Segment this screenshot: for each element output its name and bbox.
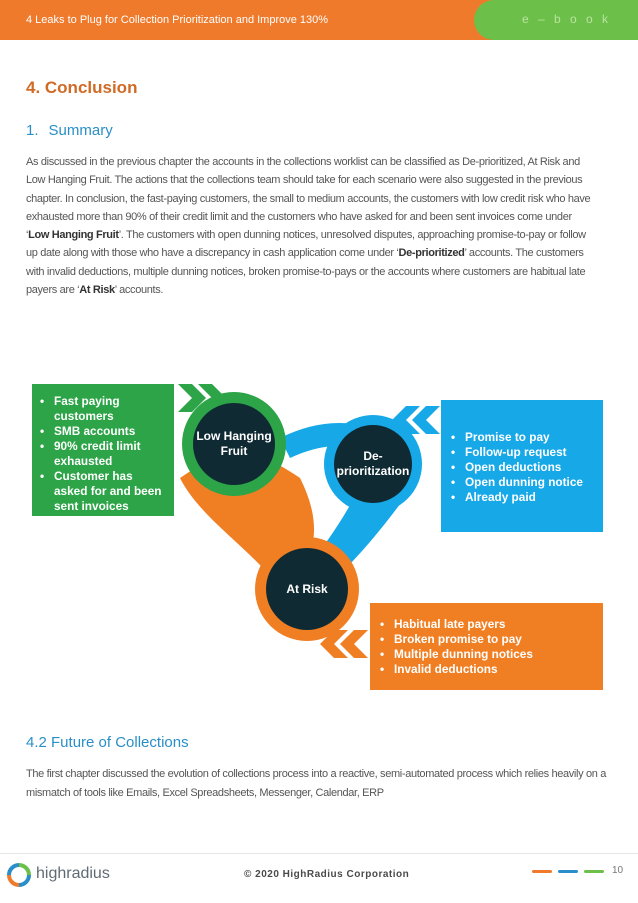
page-header (0, 0, 638, 40)
highradius-logo (6, 860, 126, 888)
list-item: • Invalid deductions (376, 662, 597, 677)
de-prioritized-box (441, 400, 603, 532)
list-item: • Open dunning notice (447, 475, 599, 490)
list-item: • Promise to pay (447, 430, 599, 445)
copyright: © 2020 HighRadius Corporation (244, 869, 410, 880)
summary-heading (26, 122, 113, 139)
at-risk-box (370, 603, 603, 690)
section-title: 4. Conclusion (26, 78, 138, 97)
node-low-hanging-fruit: Low Hanging Fruit (196, 429, 272, 458)
future-paragraph: The first chapter discussed the evolution of collections process into a reactive, semi-automated process which relies heavily on a mismatch of tools like Emails, Excel Spreadsheets, Messenger, Calendar, ERP (26, 768, 606, 799)
list-item: • Open deductions (447, 460, 599, 475)
summary-bold-at-risk: At Risk (79, 284, 115, 297)
page-number: 10 (612, 865, 624, 876)
de-prioritized-list (447, 430, 599, 505)
footer-dash-blue (558, 870, 578, 873)
list-item: • Customer has asked for and been sent invoices (36, 469, 168, 514)
summary-title: Summary (48, 122, 113, 139)
classification-diagram (0, 378, 638, 698)
ebook-label: e – b o o k (522, 12, 612, 26)
summary-text-1: As discussed in the previous chapter the accounts in the collections worklist can be classified as De-prioritized, At Risk and Low Hanging Fruit. The actions that the collections team should take for each scenario were also suggested in the previous chapter. In conclusion, the fast-paying customers, the small to medium accounts, the customers with low credit risk who have exhausted more than 90% of their credit limit and the customers who have asked for and been sent invoices come under ‘ (26, 156, 591, 242)
footer-divider (0, 853, 638, 854)
summary-bold-low-hanging: Low Hanging Fruit (28, 229, 119, 242)
footer-dash-orange (532, 870, 552, 873)
header-title: 4 Leaks to Plug for Collection Prioritization and Improve 130% (26, 14, 329, 26)
list-item: • 90% credit limit exhausted (36, 439, 168, 469)
future-heading: 4.2 Future of Collections (26, 734, 189, 751)
low-hanging-list (36, 394, 168, 514)
footer-dash-green (584, 870, 604, 873)
at-risk-list (376, 617, 597, 677)
list-item: • Multiple dunning notices (376, 647, 597, 662)
summary-number: 1. (26, 122, 39, 139)
summary-text-2: ’. The customers with open dunning notices, unresolved disputes, approaching promise-to-pay or follow up date along with those who have a discrepancy in cash application come under ‘ (26, 229, 586, 260)
node-at-risk: At Risk (286, 581, 328, 596)
list-item: • Follow-up request (447, 445, 599, 460)
list-item: • Fast paying customers (36, 394, 168, 424)
summary-paragraph (26, 153, 596, 299)
summary-text-3: ’ accounts. The customers with invalid deductions, multiple dunning notices, broken promise-to-pays or the accounts where customers are habitual late payers are ‘ (26, 247, 586, 297)
list-item: • SMB accounts (36, 424, 168, 439)
node-de-prioritization: De-prioritization (336, 449, 410, 478)
list-item: • Already paid (447, 490, 599, 505)
low-hanging-fruit-box (32, 384, 174, 516)
list-item: • Habitual late payers (376, 617, 597, 632)
highradius-logo-icon (6, 862, 32, 888)
logo-text: highradius (36, 865, 110, 882)
summary-bold-deprioritized: De-prioritized (398, 247, 465, 260)
list-item: • Broken promise to pay (376, 632, 597, 647)
summary-text-4: ’ accounts. (114, 284, 164, 297)
